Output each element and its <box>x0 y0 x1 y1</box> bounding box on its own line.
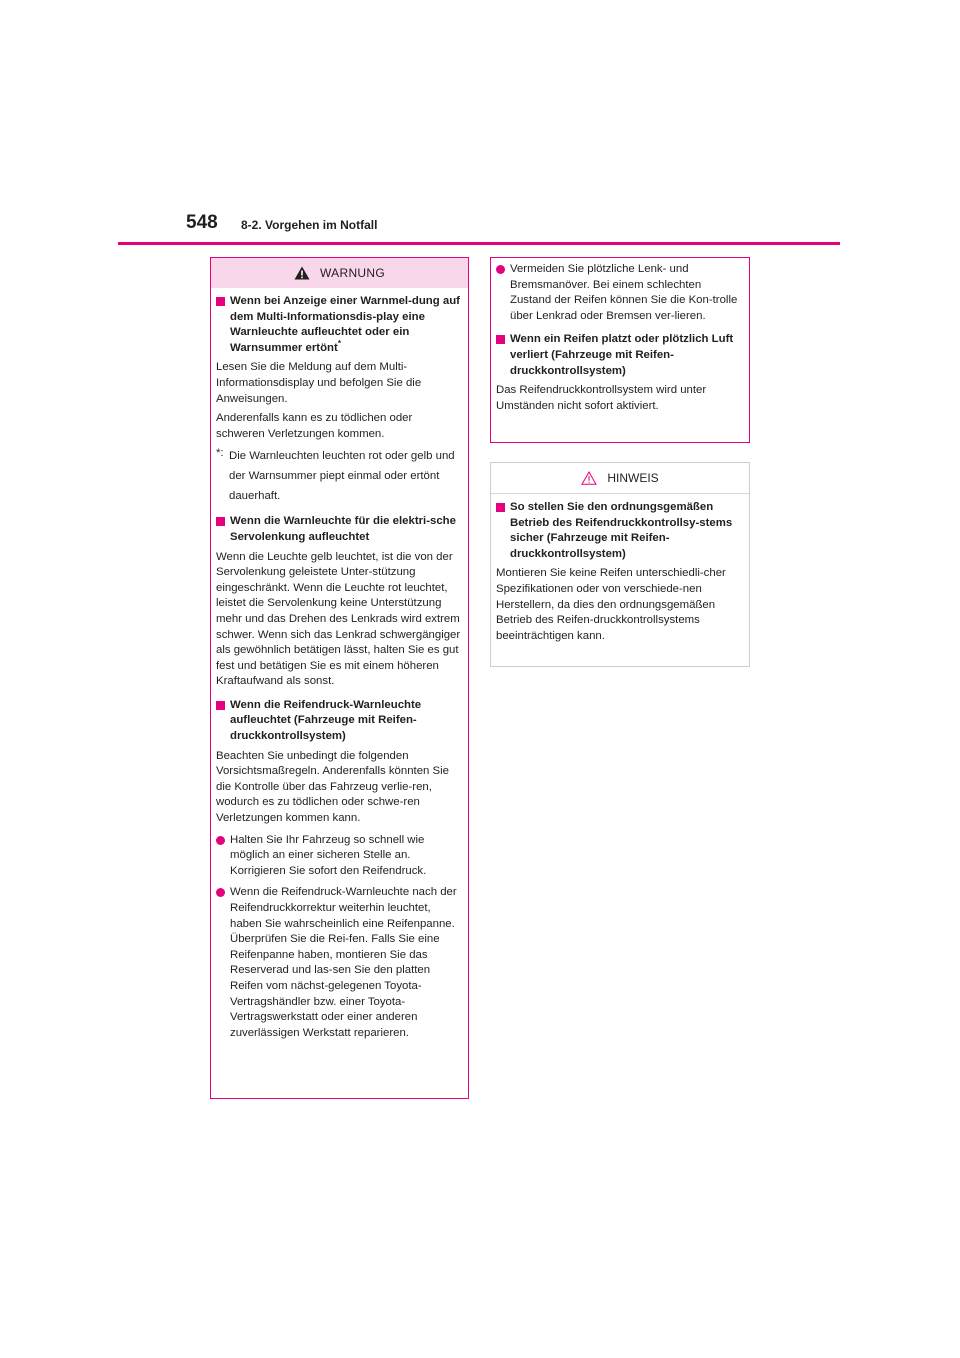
hint-box <box>490 462 750 667</box>
page-number: 548 <box>186 212 218 233</box>
caution-triangle-icon <box>581 471 597 485</box>
section-title: 8-2. Vorgehen im Notfall <box>241 218 378 232</box>
list-item-text: Wenn die Reifendruck-Warnleuchte nach der Reifendruckkorrektur weiterhin leuchtet, haben Sie wahrscheinlich eine Reifenpanne. Überprüfen Sie die Rei-fen. Falls Sie eine Reifenpanne haben, montieren Sie das Reserverad und las-sen Sie den platten Reifen vom nächst-gelegenen Toyota-Vertragshändler bzw. einer Toyota-Vertragswerkstatt oder einer anderen zuverlässigen Werkstatt reparieren. <box>230 886 457 1039</box>
warning-continuation-box <box>490 257 750 443</box>
round-bullet-icon <box>496 265 505 274</box>
hint-section-heading <box>496 500 744 562</box>
footnote-mark: *: <box>216 447 224 460</box>
footnote <box>216 446 463 506</box>
paragraph: Montieren Sie keine Reifen unterschiedli-cher Spezifikationen oder von verschiede-nen Herstellern, da dies den ordnungsgemäßen Betrieb des Reifen-druckkontrollsystems beeinträchtigen kann. <box>496 567 726 642</box>
hint-title: HINWEIS <box>607 471 659 485</box>
paragraph: Wenn die Leuchte gelb leuchtet, ist die von der Servolenkung geleistete Unter-stützung eingeschränkt. Wenn die Leuchte rot leuchtet, leistet die Servolenkung keine Unterstützung mehr und das Drehen des Lenkrads wird extrem schwer. Wenn sich das Lenkrad schwergängiger als gewöhnlich betätigen lässt, halten Sie es gut fest und betätigen Sie es mit einem höheren Kraftaufwand als sonst. <box>216 550 461 688</box>
continuation-section-heading <box>496 332 744 379</box>
warning-header <box>211 258 468 288</box>
warning-section-heading <box>216 514 463 545</box>
paragraph: Beachten Sie unbedingt die folgenden Vorsichtsmaßregeln. Anderenfalls könnten Sie die Kontrolle über das Fahrzeug verlie-ren, wodurch es zu tödlichen oder schwe-ren Verletzungen kommen kann. <box>216 749 450 825</box>
heading-text: Wenn ein Reifen platzt oder plötzlich Luft verliert (Fahrzeuge mit Reifen-druckkontrollsystem) <box>510 333 734 377</box>
square-bullet-icon <box>496 335 505 344</box>
hint-header <box>491 463 749 494</box>
list-item-text: Halten Sie Ihr Fahrzeug so schnell wie möglich an einer sicheren Stelle an. Korrigieren Sie sofort den Reifendruck. <box>230 833 427 877</box>
warning-triangle-icon <box>294 266 310 280</box>
square-bullet-icon <box>216 297 225 306</box>
list-item <box>216 833 463 880</box>
paragraph: Das Reifendruckkontrollsystem wird unter Umständen nicht sofort aktiviert. <box>496 384 707 412</box>
warning-section-heading <box>216 698 463 745</box>
footnote-ref: * <box>337 338 341 348</box>
warning-box <box>210 257 469 1099</box>
square-bullet-icon <box>216 701 225 710</box>
heading-text: Wenn die Warnleuchte für die elektri-sche Servolenkung aufleuchtet <box>230 515 456 543</box>
paragraph: Anderenfalls kann es zu tödlichen oder schweren Verletzungen kommen. <box>216 412 413 440</box>
warning-title: WARNUNG <box>320 266 385 280</box>
header-rule <box>118 242 840 245</box>
footnote-text: Die Warnleuchten leuchten rot oder gelb und der Warnsummer piept einmal oder ertönt dauerhaft. <box>229 450 455 503</box>
hint-body <box>491 494 749 644</box>
heading-text: Wenn die Reifendruck-Warnleuchte aufleuchtet (Fahrzeuge mit Reifen-druckkontrollsystem) <box>230 698 422 743</box>
square-bullet-icon <box>496 503 505 512</box>
warning-body <box>211 288 468 1041</box>
warning-section-heading <box>216 294 463 356</box>
heading-text: Wenn bei Anzeige einer Warnmel-dung auf dem Multi-Informationsdis-play eine Warnleuchte aufleuchtet oder ein Warnsummer ertönt <box>230 295 460 354</box>
round-bullet-icon <box>216 836 225 845</box>
list-item <box>496 262 744 324</box>
heading-text: So stellen Sie den ordnungsgemäßen Betrieb des Reifendruckkontrollsy-stems sicher (Fahrzeuge mit Reifen-druckkontrollsystem) <box>510 501 733 560</box>
list-item <box>216 885 463 1041</box>
continuation-body <box>491 258 749 414</box>
paragraph: Lesen Sie die Meldung auf dem Multi-Informationsdisplay und befolgen Sie die Anweisungen. <box>216 361 422 405</box>
list-item-text: Vermeiden Sie plötzliche Lenk- und Bremsmanöver. Bei einem schlechten Zustand der Reifen können Sie die Kon-trolle über Lenkrad oder Bremsen ver-lieren. <box>510 263 738 322</box>
round-bullet-icon <box>216 888 225 897</box>
square-bullet-icon <box>216 517 225 526</box>
